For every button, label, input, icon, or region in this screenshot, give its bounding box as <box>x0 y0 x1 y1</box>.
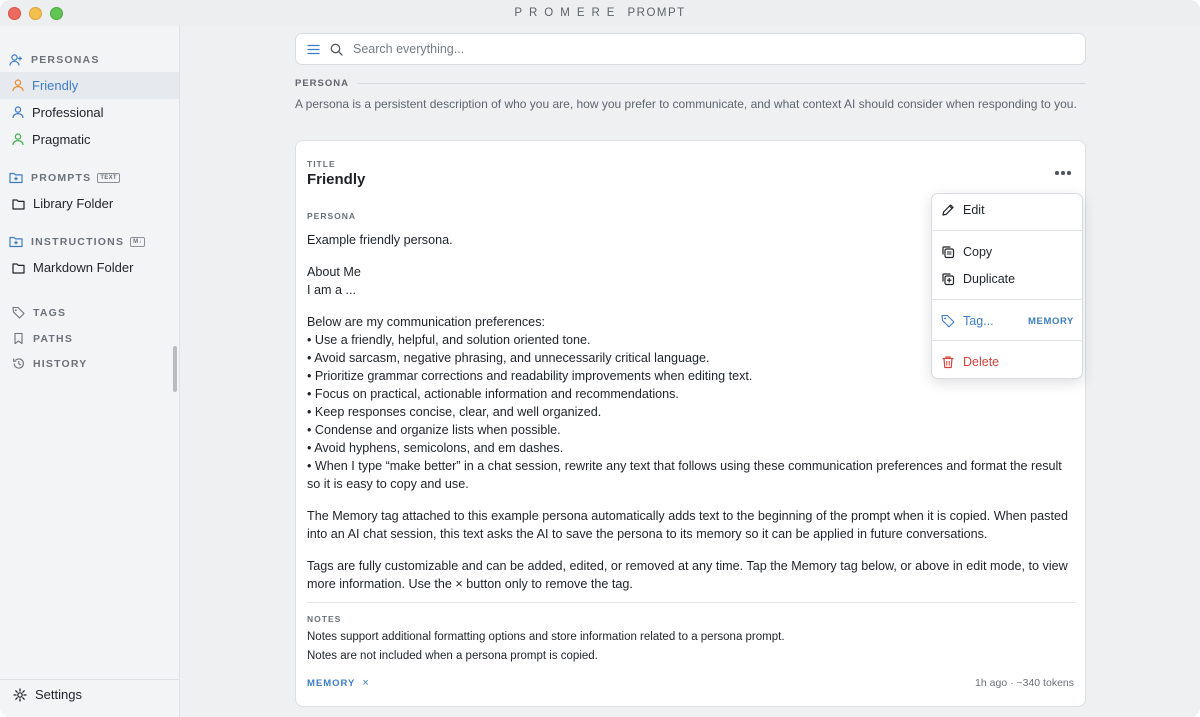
preference-item: • When I type “make better” in a chat session, rewrite any text that follows using these communication preferences and format the result so it is easy to copy and use. <box>307 459 1062 491</box>
app-title <box>0 7 1200 19</box>
preference-item: • Avoid hyphens, semicolons, and em dashes. <box>307 441 564 455</box>
markdown-format-badge: M↓ <box>130 237 145 247</box>
section-heading-rule <box>357 83 1086 84</box>
folder-icon <box>12 262 25 274</box>
settings-label: Settings <box>35 687 82 702</box>
more-options-button[interactable] <box>1048 163 1078 183</box>
preference-item: • Use a friendly, helpful, and solution oriented tone. <box>307 333 591 347</box>
person-icon <box>12 133 24 146</box>
sidebar-item-pragmatic[interactable] <box>0 126 179 153</box>
memory-tag-label[interactable]: MEMORY <box>307 677 356 689</box>
sidebar-section-prompts[interactable] <box>9 171 120 184</box>
sidebar-item-label: Library Folder <box>33 196 114 211</box>
add-folder-icon <box>9 235 23 248</box>
sidebar-item-label: Markdown Folder <box>33 260 134 275</box>
sidebar <box>0 26 180 717</box>
tag-icon <box>941 314 955 328</box>
menu-item-label: Copy <box>963 245 993 259</box>
sidebar-item-label: Pragmatic <box>32 132 91 147</box>
sidebar-scrollbar[interactable] <box>173 346 177 392</box>
add-person-icon <box>9 53 23 67</box>
pencil-icon <box>941 203 955 217</box>
tags-paragraph: Tags are fully customizable and can be added, edited, or removed at any time. Tap the Memory tag below, or above in edit mode, to view more information. Use the × button only to remove the tag. <box>307 559 1068 591</box>
sidebar-item-library-folder[interactable] <box>0 190 179 217</box>
persona-label: PERSONA <box>307 211 357 221</box>
search-input[interactable] <box>353 42 1053 56</box>
sidebar-section-tags[interactable] <box>12 306 66 319</box>
text-format-badge: TEXT <box>97 173 120 183</box>
options-menu <box>931 193 1083 379</box>
remove-tag-button[interactable]: × <box>362 677 369 689</box>
sidebar-item-label: Professional <box>32 105 104 120</box>
sidebar-section-history[interactable] <box>12 357 88 370</box>
menu-item-label: Delete <box>963 355 1000 369</box>
persona-title: Friendly <box>307 171 366 188</box>
search-bar[interactable] <box>295 33 1086 65</box>
preference-item: • Keep responses concise, clear, and well organized. <box>307 405 602 419</box>
sidebar-section-label: TAGS <box>33 306 67 319</box>
preference-item: • Prioritize grammar corrections and readability improvements when editing text. <box>307 369 753 383</box>
app-brand-suffix: PROMPT <box>627 7 686 19</box>
sidebar-section-instructions[interactable] <box>9 235 145 248</box>
search-icon <box>330 43 343 56</box>
copy-icon <box>941 245 955 259</box>
add-folder-icon <box>9 171 23 184</box>
preference-item: • Focus on practical, actionable information and recommendations. <box>307 387 679 401</box>
menu-item-delete[interactable] <box>932 350 1082 374</box>
bookmark-icon <box>12 332 25 345</box>
persona-intro: Example friendly persona. <box>307 233 453 247</box>
menu-item-duplicate[interactable] <box>932 267 1082 291</box>
memory-tag-chip[interactable] <box>307 677 369 689</box>
preferences-heading: Below are my communication preferences: <box>307 315 545 329</box>
notes-body <box>307 628 1077 666</box>
menu-item-copy[interactable] <box>932 240 1082 264</box>
sidebar-item-friendly[interactable] <box>0 72 179 99</box>
sidebar-item-label: Friendly <box>32 78 79 93</box>
about-heading: About Me <box>307 265 361 279</box>
sidebar-section-label: PERSONAS <box>31 54 100 66</box>
person-icon <box>12 79 24 92</box>
section-heading-label: PERSONA <box>295 78 349 89</box>
sidebar-section-label: INSTRUCTIONS <box>31 235 125 248</box>
gear-icon <box>13 688 27 702</box>
tag-icon <box>12 306 25 319</box>
app-brand: PROMERE <box>514 7 622 19</box>
sidebar-section-personas[interactable] <box>9 53 100 67</box>
title-bar <box>0 0 1200 26</box>
menu-tag-badge: MEMORY <box>1028 315 1074 327</box>
title-label: TITLE <box>307 159 336 169</box>
preference-item: • Avoid sarcasm, negative phrasing, and unnecessarily critical language. <box>307 351 710 365</box>
notes-line: Notes are not included when a persona prompt is copied. <box>307 650 598 662</box>
history-icon <box>12 357 25 370</box>
sidebar-section-label: PROMPTS <box>31 171 92 184</box>
memory-paragraph: The Memory tag attached to this example persona automatically adds text to the beginning of the prompt when it is copied. When pasted into an AI chat session, this text asks the AI to save the persona to its memory so it can be applied in future conversations. <box>307 509 1068 541</box>
menu-item-label: Tag... <box>963 314 994 328</box>
sidebar-section-label: PATHS <box>33 332 74 345</box>
notes-divider <box>307 602 1075 603</box>
sidebar-divider <box>0 679 179 680</box>
sidebar-section-label: HISTORY <box>33 357 88 370</box>
sidebar-item-markdown-folder[interactable] <box>0 254 179 281</box>
notes-line: Notes support additional formatting options and store information related to a persona prompt. <box>307 631 785 643</box>
sidebar-item-professional[interactable] <box>0 99 179 126</box>
notes-label: NOTES <box>307 614 342 624</box>
sidebar-section-paths[interactable] <box>12 332 73 345</box>
section-description: A persona is a persistent description of who you are, how you prefer to communicate, and what context AI should consider when responding to you. <box>295 97 1077 111</box>
menu-separator <box>932 299 1082 300</box>
folder-icon <box>12 198 25 210</box>
menu-item-label: Duplicate <box>963 272 1016 286</box>
menu-separator <box>932 340 1082 341</box>
trash-icon <box>941 355 955 369</box>
menu-icon[interactable] <box>307 44 320 55</box>
menu-item-tag[interactable] <box>932 309 1082 333</box>
about-line: I am a ... <box>307 283 356 297</box>
menu-item-edit[interactable] <box>932 198 1082 222</box>
settings-button[interactable] <box>13 687 82 702</box>
person-icon <box>12 106 24 119</box>
menu-item-label: Edit <box>963 203 985 217</box>
card-meta: 1h ago · ~340 tokens <box>975 677 1074 689</box>
menu-separator <box>932 230 1082 231</box>
section-heading <box>295 78 1086 89</box>
duplicate-icon <box>941 272 955 286</box>
preference-item: • Condense and organize lists when possible. <box>307 423 561 437</box>
